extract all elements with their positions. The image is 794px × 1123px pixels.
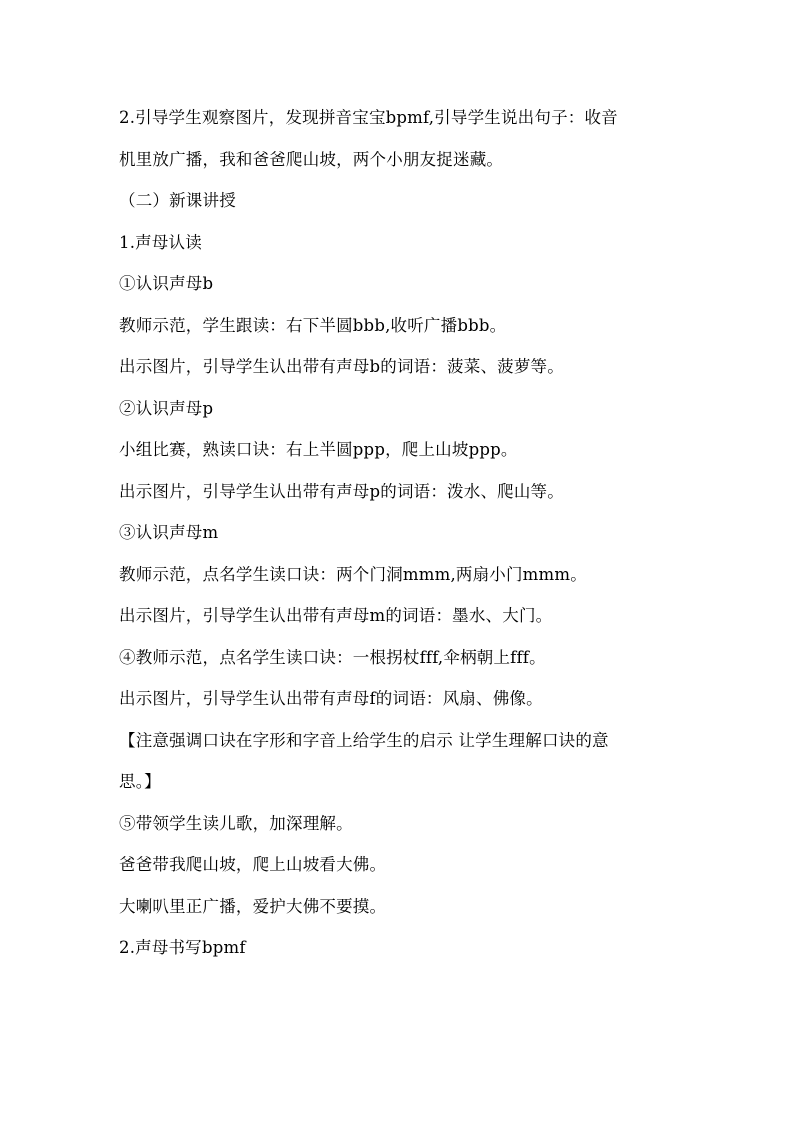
text-line: ④教师示范，点名学生读口诀：一根拐杖fff,伞柄朝上fff。 [119, 648, 546, 667]
section-heading: （二）新课讲授 [119, 191, 236, 210]
text-line: 出示图片，引导学生认出带有声母f的词语：风扇、佛像。 [119, 689, 543, 708]
text-line: 机里放广播，我和爸爸爬山坡，两个小朋友捉迷藏。 [119, 150, 504, 169]
text-line: 出示图片，引导学生认出带有声母m的词语：墨水、大门。 [119, 606, 553, 625]
poem-line: 爸爸带我爬山坡，爬上山坡看大佛。 [119, 855, 387, 874]
text-line: 小组比赛，熟读口诀：右上半圆ppp，爬上山坡ppp。 [119, 440, 518, 459]
text-line: 教师示范，点名学生读口诀：两个门洞mmm,两扇小门mmm。 [119, 565, 587, 584]
poem-line: 大喇叭里正广播，爱护大佛不要摸。 [119, 897, 387, 916]
subsection-heading: 1.声母认读 [119, 233, 202, 252]
text-line: ①认识声母b [119, 274, 214, 293]
text-line: 教师示范，学生跟读：右下半圆bbb,收听广播bbb。 [119, 316, 507, 335]
text-line: 2.引导学生观察图片，发现拼音宝宝bpmf,引导学生说出句子：收音 [119, 108, 618, 127]
note-line: 【注意强调口诀在字形和字音上给学生的启示 让学生理解口诀的意 [119, 731, 609, 750]
text-line: 出示图片，引导学生认出带有声母b的词语：菠菜、菠萝等。 [119, 357, 564, 376]
note-line: 思。】 [119, 772, 161, 791]
text-line: ⑤带领学生读儿歌，加深理解。 [119, 814, 353, 833]
subsection-heading: 2.声母书写bpmf [119, 938, 246, 957]
text-line: ③认识声母m [119, 523, 219, 542]
text-line: 出示图片，引导学生认出带有声母p的词语：泼水、爬山等。 [119, 482, 564, 501]
text-line: ②认识声母p [119, 399, 214, 418]
